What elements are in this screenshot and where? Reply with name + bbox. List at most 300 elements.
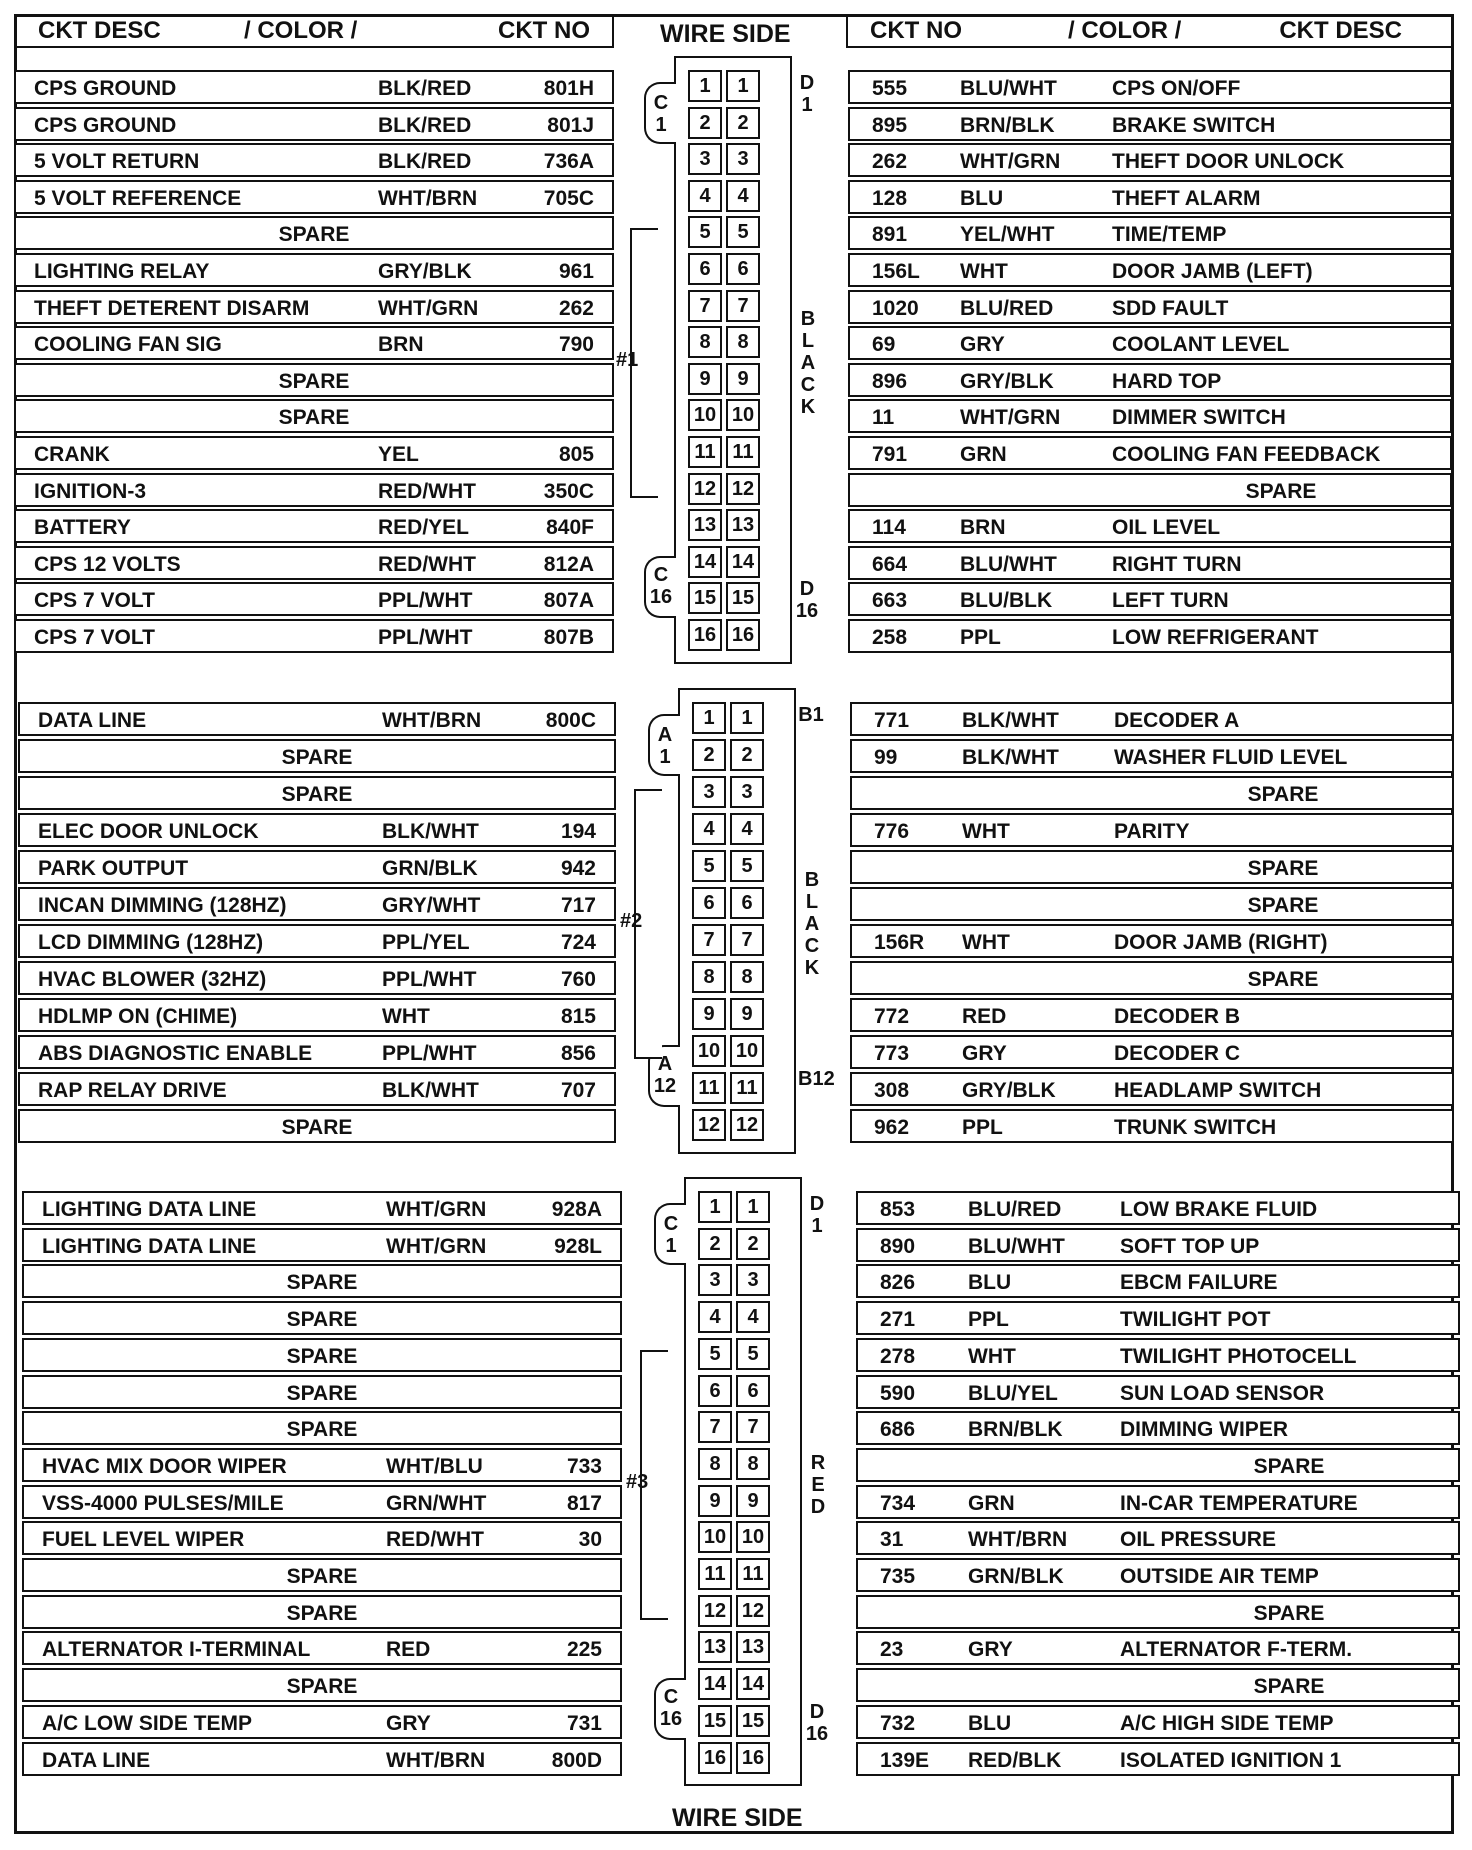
pin-cavity: 10	[692, 1035, 726, 1067]
left-table-row	[22, 1375, 622, 1409]
left-header	[14, 14, 614, 48]
circuit-number: 225	[566, 1638, 602, 1662]
circuit-number: 732	[880, 1711, 916, 1735]
pin-cavity: 2	[692, 739, 726, 771]
circuit-number: 962	[874, 1116, 910, 1139]
spare-label: SPARE	[1247, 857, 1319, 880]
circuit-number: 733	[566, 1454, 602, 1478]
circuit-description: CRANK	[34, 443, 110, 466]
wire-color: BLK/RED	[378, 113, 472, 137]
wire-color: GRY	[386, 1711, 431, 1735]
circuit-number: 731	[566, 1711, 602, 1735]
spare-label: SPARE	[286, 1344, 358, 1368]
circuit-description: PARITY	[1114, 820, 1190, 843]
circuit-description: SUN LOAD SENSOR	[1120, 1381, 1325, 1405]
pin-cavity: 9	[730, 998, 764, 1030]
circuit-number: 156L	[872, 260, 920, 283]
right-table-row	[850, 961, 1454, 995]
pin-cavity: 3	[688, 143, 722, 175]
left-table-row	[22, 1668, 622, 1702]
right-table-row	[848, 436, 1452, 470]
wire-color: PPL/WHT	[378, 589, 473, 613]
right-table-row	[848, 70, 1452, 104]
pin-cavity: 7	[730, 924, 764, 956]
left-table-row	[22, 1485, 622, 1519]
pin-cavity: 9	[726, 363, 760, 395]
pin-cavity: 14	[736, 1668, 770, 1700]
wire-color: BLU/YEL	[968, 1381, 1058, 1405]
spare-label: SPARE	[278, 406, 350, 430]
wire-color: PPL/YEL	[382, 931, 470, 954]
circuit-number: 194	[560, 820, 596, 843]
circuit-number: 801H	[543, 77, 594, 100]
circuit-number: 156R	[874, 931, 925, 954]
pin-cavity: 11	[688, 436, 722, 468]
left-table-row	[22, 1191, 622, 1225]
right-table-row	[850, 924, 1454, 958]
pin-cavity: 16	[698, 1742, 732, 1774]
pin-cavity: 15	[726, 582, 760, 614]
pin-cavity: 11	[692, 1072, 726, 1104]
wire-color: RED/WHT	[378, 552, 476, 576]
pin-cavity: 8	[692, 961, 726, 993]
spare-label: SPARE	[281, 783, 353, 806]
circuit-description: DIMMER SWITCH	[1112, 406, 1286, 430]
circuit-description: VSS-4000 PULSES/MILE	[42, 1491, 284, 1515]
circuit-number: 760	[560, 968, 596, 991]
wire-color: BLU/WHT	[960, 552, 1057, 576]
pin-cavity: 6	[726, 253, 760, 285]
wire-color: WHT	[962, 931, 1010, 954]
circuit-number: 69	[872, 333, 896, 357]
cavity-label-top-right: B1	[798, 704, 824, 726]
pin-cavity: 12	[726, 473, 760, 505]
wire-color: BLK/WHT	[382, 1079, 479, 1102]
spare-label: SPARE	[286, 1675, 358, 1699]
cavity-label-bottom-left: A 12	[653, 1053, 677, 1097]
wire-color: RED/BLK	[968, 1748, 1062, 1772]
wire-color: WHT/BRN	[378, 186, 478, 210]
circuit-number: 807A	[543, 589, 594, 613]
pin-cavity: 5	[692, 850, 726, 882]
wire-color: WHT/GRN	[386, 1234, 487, 1258]
pin-cavity: 9	[698, 1485, 732, 1517]
wire-color: GRY/BLK	[960, 369, 1054, 393]
circuit-description: LCD DIMMING (128HZ)	[38, 931, 264, 954]
circuit-description: ALTERNATOR F-TERM.	[1120, 1638, 1353, 1662]
wire-color: PPL	[968, 1308, 1009, 1332]
pin-cavity: 16	[736, 1742, 770, 1774]
wire-color: WHT/GRN	[386, 1198, 487, 1221]
connector-color-label: BLACK	[800, 307, 816, 418]
circuit-number: 139E	[880, 1748, 930, 1772]
left-table-row	[14, 216, 614, 250]
circuit-number: 772	[874, 1005, 910, 1028]
circuit-number: 895	[872, 113, 908, 137]
wire-color: BLU/WHT	[968, 1234, 1065, 1258]
right-table-row	[856, 1631, 1460, 1665]
circuit-description: TWILIGHT POT	[1120, 1308, 1271, 1332]
right-table-row	[848, 473, 1452, 507]
circuit-description: LOW REFRIGERANT	[1112, 626, 1319, 649]
circuit-description: EBCM FAILURE	[1120, 1271, 1278, 1295]
circuit-description: ISOLATED IGNITION 1	[1120, 1748, 1342, 1772]
circuit-description: LIGHTING RELAY	[34, 260, 210, 283]
left-header-ckt: CKT NO	[498, 17, 590, 44]
circuit-description: DECODER A	[1114, 709, 1240, 732]
circuit-number: 791	[872, 443, 908, 466]
pin-cavity: 2	[736, 1228, 770, 1260]
right-table-row	[850, 850, 1454, 884]
circuit-number: 890	[880, 1234, 916, 1258]
right-table-row	[848, 582, 1452, 616]
right-table-row	[848, 509, 1452, 543]
spare-label: SPARE	[278, 223, 350, 247]
circuit-number: 11	[872, 406, 895, 430]
pin-cavity: 5	[730, 850, 764, 882]
circuit-description: DATA LINE	[42, 1748, 151, 1772]
right-header-ckt: CKT NO	[870, 17, 962, 44]
wire-color: GRY/BLK	[378, 260, 472, 283]
left-table-row	[18, 1109, 616, 1143]
left-table-row	[18, 961, 616, 995]
wire-color: WHT/BRN	[382, 709, 482, 732]
wire-color: WHT/BRN	[386, 1748, 486, 1772]
wire-color: WHT/GRN	[960, 150, 1061, 174]
wire-side-bottom: WIRE SIDE	[672, 1804, 803, 1832]
wire-color: WHT	[382, 1005, 430, 1028]
circuit-number: 736A	[543, 150, 594, 174]
cavity-label-bottom-right: D 16	[805, 1700, 829, 1745]
wire-color: GRN/WHT	[386, 1491, 487, 1515]
circuit-description: DECODER C	[1114, 1042, 1241, 1065]
spare-label: SPARE	[1253, 1454, 1325, 1478]
circuit-description: CPS 7 VOLT	[34, 626, 155, 649]
circuit-number: 128	[872, 186, 908, 210]
pin-cavity: 1	[730, 702, 764, 734]
pin-cavity: 12	[692, 1109, 726, 1141]
pin-cavity: 13	[726, 509, 760, 541]
left-table-row	[22, 1228, 622, 1262]
pin-cavity: 1	[688, 70, 722, 102]
circuit-number: 1020	[872, 296, 919, 320]
circuit-description: SDD FAULT	[1112, 296, 1229, 320]
connector-number-label: #3	[626, 1470, 649, 1493]
right-table-row	[850, 702, 1454, 736]
circuit-number: 271	[880, 1308, 916, 1332]
left-table-row	[18, 813, 616, 847]
wire-side-top: WIRE SIDE	[660, 20, 791, 48]
circuit-number: 771	[874, 709, 910, 732]
right-table-row	[856, 1705, 1460, 1739]
right-table-row	[856, 1558, 1460, 1592]
circuit-description: WASHER FLUID LEVEL	[1114, 746, 1348, 769]
circuit-number: 776	[874, 820, 910, 843]
circuit-description: LIGHTING DATA LINE	[42, 1234, 257, 1258]
cavity-label-top-right: D 1	[809, 1193, 825, 1237]
right-table-row	[850, 998, 1454, 1032]
spare-label: SPARE	[1247, 968, 1319, 991]
right-table-row	[856, 1375, 1460, 1409]
circuit-description: 5 VOLT RETURN	[34, 150, 200, 174]
right-table-row	[856, 1191, 1460, 1225]
wire-color: GRY/BLK	[962, 1079, 1056, 1102]
wire-color: WHT/BRN	[968, 1528, 1068, 1552]
wire-color: BRN	[960, 516, 1006, 540]
circuit-description: ABS DIAGNOSTIC ENABLE	[38, 1042, 313, 1065]
circuit-number: 724	[560, 931, 596, 954]
wire-color: WHT	[960, 260, 1008, 283]
cavity-label-top-left: A 1	[657, 724, 673, 768]
right-table-row	[850, 1035, 1454, 1069]
pin-cavity: 4	[736, 1301, 770, 1333]
circuit-description: FUEL LEVEL WIPER	[42, 1528, 245, 1552]
spare-label: SPARE	[1253, 1601, 1325, 1625]
right-table-row	[850, 1109, 1454, 1143]
pin-cavity: 13	[736, 1631, 770, 1663]
connector-number-label: #2	[620, 910, 643, 932]
left-table-row	[18, 887, 616, 921]
left-table-row	[18, 776, 616, 810]
circuit-description: COOLING FAN SIG	[34, 333, 222, 357]
circuit-description: CPS GROUND	[34, 77, 177, 100]
pin-cavity: 14	[698, 1668, 732, 1700]
left-table-row	[14, 546, 614, 580]
pin-cavity: 10	[726, 399, 760, 431]
right-table-row	[856, 1264, 1460, 1298]
left-table-row	[18, 924, 616, 958]
circuit-description: DECODER B	[1114, 1005, 1241, 1028]
circuit-description: HVAC BLOWER (32HZ)	[38, 968, 267, 991]
left-table-row	[22, 1411, 622, 1445]
wire-color: BRN	[378, 333, 424, 357]
left-table-row	[22, 1338, 622, 1372]
circuit-description: A/C HIGH SIDE TEMP	[1120, 1711, 1334, 1735]
circuit-description: HDLMP ON (CHIME)	[38, 1005, 238, 1028]
wire-color: PPL/WHT	[382, 1042, 477, 1065]
left-table-row	[14, 143, 614, 177]
wire-color: BLK/WHT	[382, 820, 479, 843]
right-table-row	[856, 1301, 1460, 1335]
circuit-description: BRAKE SWITCH	[1112, 113, 1276, 137]
wire-color: GRY	[968, 1638, 1013, 1662]
pin-cavity: 4	[688, 180, 722, 212]
wire-color: GRY	[962, 1042, 1007, 1065]
right-table-row	[848, 107, 1452, 141]
wire-color: WHT/GRN	[960, 406, 1061, 430]
circuit-number: 278	[880, 1344, 916, 1368]
circuit-description: DOOR JAMB (RIGHT)	[1114, 931, 1328, 954]
pin-cavity: 1	[726, 70, 760, 102]
circuit-number: 258	[872, 626, 908, 649]
wire-color: BLU/WHT	[960, 77, 1057, 100]
pin-cavity: 9	[736, 1485, 770, 1517]
pin-cavity: 2	[730, 739, 764, 771]
circuit-description: OIL LEVEL	[1112, 516, 1221, 540]
circuit-number: 800D	[551, 1748, 602, 1772]
circuit-number: 815	[560, 1005, 596, 1028]
circuit-description: HARD TOP	[1112, 369, 1222, 393]
left-table-row	[14, 70, 614, 104]
wire-color: WHT/GRN	[378, 296, 479, 320]
pin-cavity: 1	[692, 702, 726, 734]
cavity-label-bottom-left: C 16	[649, 563, 673, 608]
circuit-number: 350C	[543, 479, 594, 503]
wire-color: WHT/BLU	[386, 1454, 483, 1478]
right-table-row	[856, 1521, 1460, 1555]
circuit-number: 790	[558, 333, 594, 357]
circuit-number: 114	[872, 516, 906, 540]
pin-cavity: 3	[692, 776, 726, 808]
circuit-number: 590	[880, 1381, 916, 1405]
circuit-description: INCAN DIMMING (128HZ)	[38, 894, 287, 917]
pin-cavity: 3	[736, 1264, 770, 1296]
pin-cavity: 6	[730, 887, 764, 919]
wire-color: BLU	[960, 186, 1004, 210]
circuit-number: 805	[558, 443, 594, 466]
left-table-row	[14, 399, 614, 433]
left-table-row	[22, 1595, 622, 1629]
pin-cavity: 6	[698, 1375, 732, 1407]
circuit-description: BATTERY	[34, 516, 131, 540]
wire-color: YEL	[378, 443, 419, 466]
right-table-row	[850, 739, 1454, 773]
circuit-description: LIGHTING DATA LINE	[42, 1198, 257, 1221]
circuit-number: 826	[880, 1271, 916, 1295]
wire-color: YEL/WHT	[960, 223, 1055, 247]
left-table-row	[22, 1558, 622, 1592]
right-table-row	[848, 399, 1452, 433]
circuit-description: THEFT ALARM	[1112, 186, 1261, 210]
pin-cavity: 5	[688, 216, 722, 248]
circuit-description: CPS GROUND	[34, 113, 177, 137]
circuit-number: 961	[558, 260, 594, 283]
right-table-row	[850, 1072, 1454, 1106]
right-table-row	[856, 1595, 1460, 1629]
circuit-number: 262	[558, 296, 594, 320]
left-table-row	[14, 290, 614, 324]
right-table-row	[848, 180, 1452, 214]
pin-cavity: 14	[726, 546, 760, 578]
pin-cavity: 11	[736, 1558, 770, 1590]
circuit-description: 5 VOLT REFERENCE	[34, 186, 242, 210]
pin-cavity: 16	[688, 619, 722, 651]
right-table-row	[850, 813, 1454, 847]
wire-color: BLK/RED	[378, 150, 472, 174]
spare-label: SPARE	[281, 746, 353, 769]
right-header-color: / COLOR /	[1068, 17, 1182, 44]
left-header-desc: CKT DESC	[38, 17, 161, 44]
circuit-description: DATA LINE	[38, 709, 147, 732]
spare-label: SPARE	[286, 1565, 358, 1588]
wire-color: RED/WHT	[378, 479, 476, 503]
pin-cavity: 2	[688, 107, 722, 139]
wire-color: BLU/BLK	[960, 589, 1053, 613]
circuit-description: THEFT DOOR UNLOCK	[1112, 150, 1345, 174]
wire-color: BLK/RED	[378, 77, 472, 100]
circuit-number: 856	[560, 1042, 596, 1065]
left-table-row	[22, 1705, 622, 1739]
pin-cavity: 6	[692, 887, 726, 919]
right-table-row	[856, 1742, 1460, 1776]
circuit-number: 891	[872, 223, 908, 247]
wire-color: BLU/RED	[960, 296, 1054, 320]
circuit-description: CPS ON/OFF	[1112, 77, 1241, 100]
right-table-row	[850, 887, 1454, 921]
circuit-description: TWILIGHT PHOTOCELL	[1120, 1344, 1357, 1368]
circuit-description: IN-CAR TEMPERATURE	[1120, 1491, 1358, 1515]
circuit-number: 686	[880, 1418, 916, 1442]
pin-cavity: 12	[736, 1595, 770, 1627]
circuit-number: 308	[874, 1079, 910, 1102]
left-table-row	[14, 107, 614, 141]
wire-color: GRY	[960, 333, 1005, 357]
circuit-number: 663	[872, 589, 908, 613]
left-table-row	[14, 509, 614, 543]
spare-label: SPARE	[1245, 479, 1317, 503]
circuit-description: OUTSIDE AIR TEMP	[1120, 1565, 1319, 1588]
left-table-row	[22, 1448, 622, 1482]
circuit-number: 817	[566, 1491, 602, 1515]
pin-cavity: 9	[692, 998, 726, 1030]
pin-cavity: 3	[730, 776, 764, 808]
pin-cavity: 7	[736, 1411, 770, 1443]
pin-cavity: 4	[698, 1301, 732, 1333]
right-table-row	[856, 1338, 1460, 1372]
right-table-row	[848, 143, 1452, 177]
connector-color-label: RED	[810, 1451, 826, 1518]
pin-cavity: 16	[726, 619, 760, 651]
circuit-number: 840F	[546, 516, 594, 540]
left-table-row	[22, 1742, 622, 1776]
right-table-row	[856, 1411, 1460, 1445]
cavity-label-top-right: D 1	[799, 72, 815, 116]
left-table-row	[22, 1301, 622, 1335]
pin-cavity: 8	[726, 326, 760, 358]
connector-number-label: #1	[616, 348, 639, 371]
pin-cavity: 7	[698, 1411, 732, 1443]
spare-label: SPARE	[286, 1271, 358, 1295]
pin-cavity: 15	[688, 582, 722, 614]
circuit-description: HEADLAMP SWITCH	[1114, 1079, 1322, 1102]
circuit-number: 807B	[543, 626, 594, 649]
right-table-row	[848, 216, 1452, 250]
left-table-row	[14, 253, 614, 287]
pin-cavity: 8	[698, 1448, 732, 1480]
circuit-number: 705C	[543, 186, 594, 210]
pin-cavity: 13	[688, 509, 722, 541]
pin-cavity: 2	[698, 1228, 732, 1260]
spare-label: SPARE	[286, 1601, 358, 1625]
spare-label: SPARE	[1247, 894, 1319, 917]
right-table-row	[848, 619, 1452, 653]
left-table-row	[22, 1521, 622, 1555]
wire-color: PPL	[960, 626, 1001, 649]
pin-cavity: 10	[698, 1521, 732, 1553]
circuit-description: PARK OUTPUT	[38, 857, 189, 880]
wire-color: WHT	[962, 820, 1010, 843]
spare-label: SPARE	[286, 1418, 358, 1442]
circuit-number: 853	[880, 1198, 916, 1221]
spare-label: SPARE	[278, 369, 350, 393]
wire-color: RED/YEL	[378, 516, 470, 540]
left-table-row	[14, 363, 614, 397]
circuit-number: 896	[872, 369, 908, 393]
wire-color: BLK/WHT	[962, 709, 1059, 732]
circuit-description: ALTERNATOR I-TERMINAL	[42, 1638, 311, 1662]
wire-color: GRN/BLK	[382, 857, 478, 880]
pin-cavity: 1	[736, 1191, 770, 1223]
